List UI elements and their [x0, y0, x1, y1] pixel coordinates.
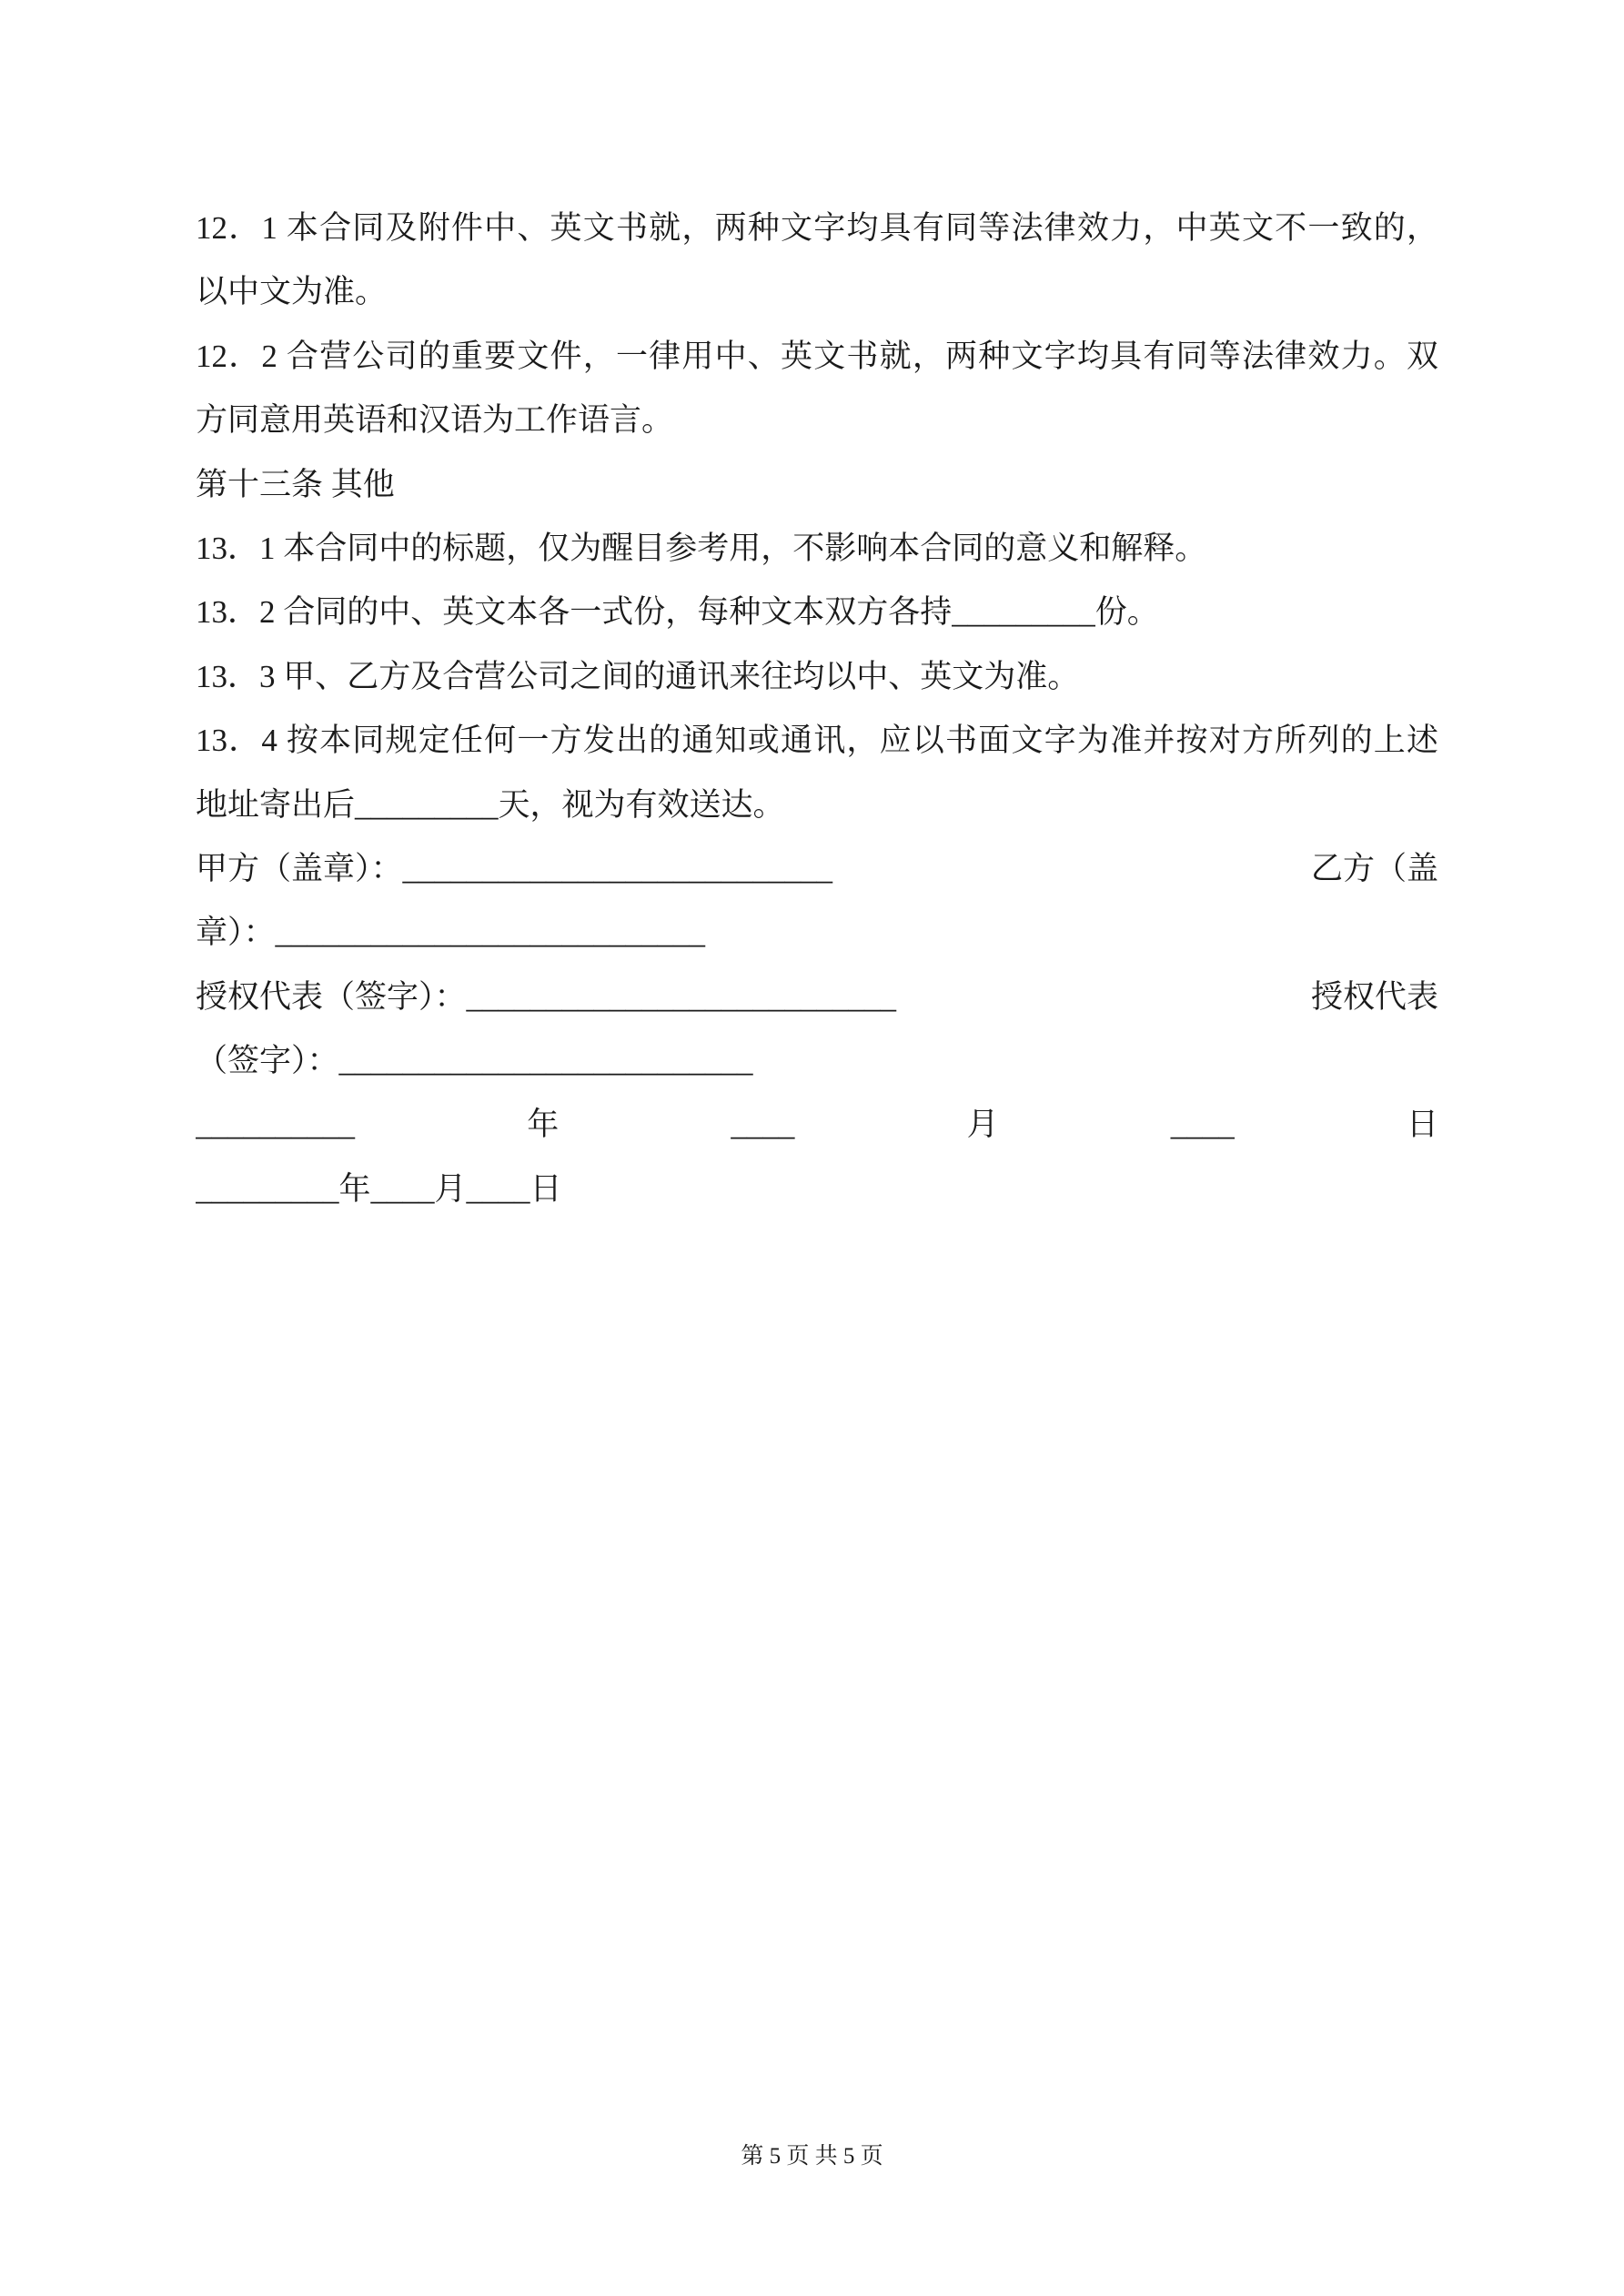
clause-13-4-line-1: 13．4 按本同规定任何一方发出的通知或通讯，应以书面文字为准并按对方所列的上述 [196, 723, 1438, 759]
seal-row [196, 837, 1438, 901]
party-a-representative-field: 授权代表（签字）：___________________________ [196, 978, 897, 1015]
clause-12-2-line-1: 12．2 合营公司的重要文件，一律用中、英文书就，两种文字均具有同等法律效力。双 [196, 338, 1438, 374]
party-a-day-label: 日 [1406, 1107, 1438, 1143]
party-a-date-row [196, 1093, 1438, 1157]
clause-13-1: 13．1 本合同中的标题，仅为醒目参考用，不影响本合同的意义和解释。 [196, 530, 1207, 566]
clause-12-1-line-1: 12．1 本合同及附件中、英文书就，两种文字均具有同等法律效力，中英文不一致的， [196, 210, 1438, 246]
clause-13-4-line-2: 地址寄出后_________天，视为有效送达。 [196, 786, 785, 823]
clause-13-2: 13．2 合同的中、英文本各一式份，每种文本双方各持_________份。 [196, 594, 1159, 631]
party-a-month-blank: ____ [731, 1107, 795, 1143]
party-b-seal-field: 章）：___________________________ [196, 915, 706, 951]
page-number-footer: 第 5 页 共 5 页 [741, 2144, 883, 2169]
party-a-year-label: 年 [527, 1107, 560, 1143]
document-body [196, 197, 1438, 1221]
party-a-month-label: 月 [966, 1107, 999, 1143]
party-b-seal-label-start: 乙方（盖 [1310, 850, 1438, 886]
clause-12-1-line-2: 以中文为准。 [196, 274, 388, 310]
clause-13-3: 13．3 甲、乙方及合营公司之间的通讯来往均以中、英文为准。 [196, 658, 1080, 694]
party-b-representative-field: （签字）：__________________________ [196, 1043, 753, 1079]
party-a-year-blank: __________ [196, 1107, 355, 1143]
representative-row [196, 966, 1438, 1029]
party-a-seal-field: 甲方（盖章）：___________________________ [196, 850, 833, 886]
article-13-title: 第十三条 其他 [196, 466, 395, 502]
party-b-date-row: _________年____月____日 [196, 1170, 562, 1207]
clause-12-2-line-2: 方同意用英语和汉语为工作语言。 [196, 402, 674, 439]
party-b-representative-label-start: 授权代表 [1310, 978, 1438, 1015]
party-a-day-blank: ____ [1170, 1107, 1235, 1143]
